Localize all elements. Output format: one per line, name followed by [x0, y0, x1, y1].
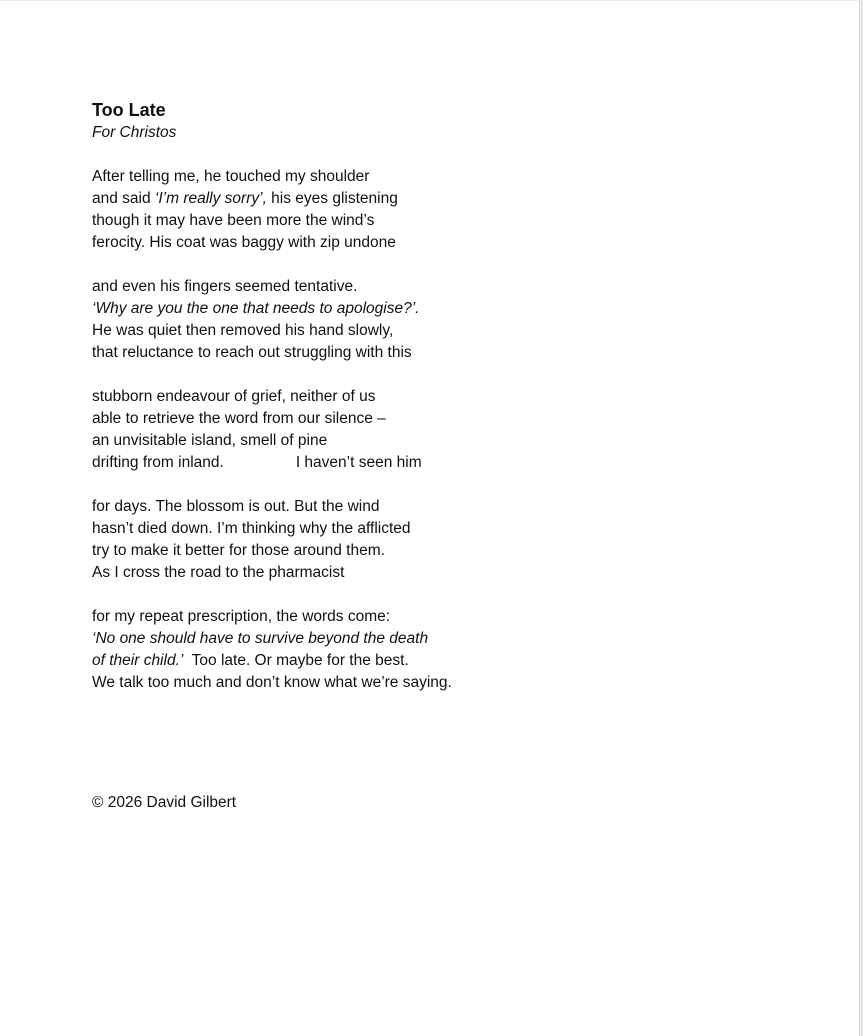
quoted-speech-line: ‘No one should have to survive beyond the death: [92, 630, 429, 647]
poem-line: We talk too much and don’t know what we’re saying.: [92, 674, 452, 691]
stanza-4: [92, 496, 652, 584]
poem-line: As I cross the road to the pharmacist: [92, 564, 345, 581]
poem-dedication: For Christos: [92, 124, 177, 141]
stanza-5: [92, 606, 652, 694]
poem-line: hasn’t died down. I’m thinking why the afflicted: [92, 520, 411, 537]
line-segment: Too late. Or maybe for the best.: [183, 652, 409, 669]
poem-line: that reluctance to reach out struggling with this: [92, 344, 412, 361]
poem-line: [92, 650, 652, 672]
stanza-3: [92, 386, 652, 474]
poem-line: ferocity. His coat was baggy with zip undone: [92, 234, 396, 251]
line-segment: his eyes glistening: [266, 190, 398, 207]
poem-line: for days. The blossom is out. But the wind: [92, 498, 380, 515]
poem-line: and even his fingers seemed tentative.: [92, 278, 358, 295]
quoted-speech: ‘I’m really sorry’,: [154, 190, 267, 207]
poem-line: stubborn endeavour of grief, neither of us: [92, 388, 376, 405]
line-segment: and said: [92, 190, 155, 207]
poem-line: He was quiet then removed his hand slowly,: [92, 322, 394, 339]
line-segment: I haven’t seen him: [295, 454, 422, 471]
stanza-1: [92, 166, 652, 254]
quoted-speech-line: ‘Why are you the one that needs to apologise?’.: [92, 300, 420, 317]
poem-title: Too Late: [92, 100, 166, 120]
stanza-2: [92, 276, 652, 364]
poem-line: for my repeat prescription, the words come:: [92, 608, 391, 625]
poem-line: [92, 452, 652, 474]
poem-line: an unvisitable island, smell of pine: [92, 432, 328, 449]
poem-line: able to retrieve the word from our silence –: [92, 410, 386, 427]
poem-line: though it may have been more the wind’s: [92, 212, 375, 229]
poem: [92, 98, 652, 694]
poem-line: [92, 188, 652, 210]
poem-line: try to make it better for those around them.: [92, 542, 385, 559]
quoted-speech: of their child.’: [92, 652, 184, 669]
line-segment: drifting from inland.: [92, 454, 224, 471]
poem-line: After telling me, he touched my shoulder: [92, 168, 370, 185]
copyright-notice: © 2026 David Gilbert: [92, 794, 237, 811]
